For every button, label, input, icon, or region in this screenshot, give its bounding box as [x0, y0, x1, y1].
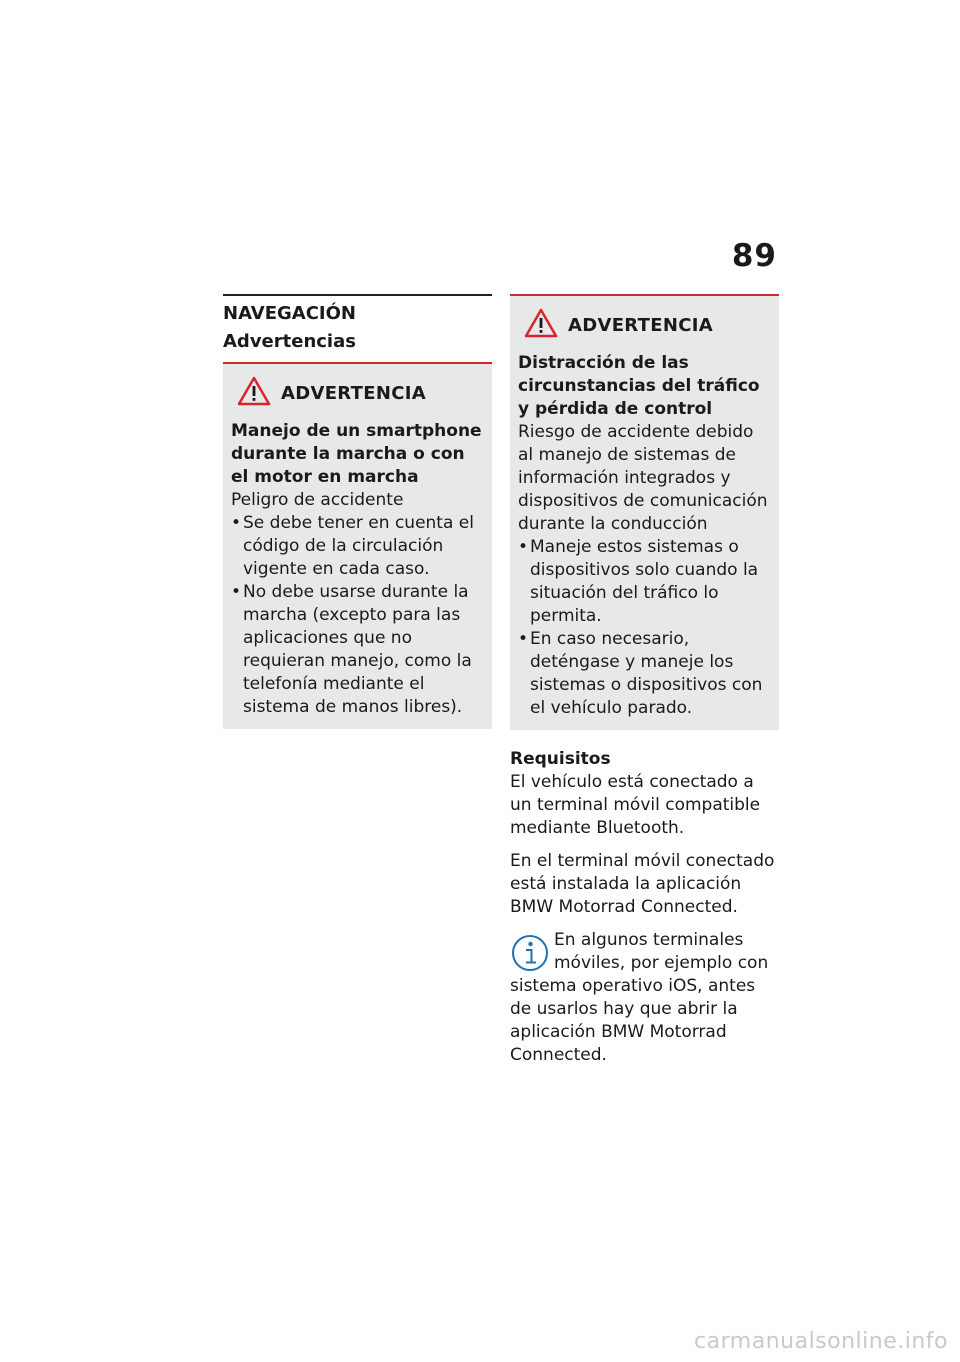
section-title: NAVEGACIÓN [223, 303, 356, 324]
warning-box [510, 296, 779, 730]
warning-triangle-icon [524, 308, 558, 342]
list-item: • Maneje estos sistemas o dispositivos solo cuando la situación del tráfico lo permita. [518, 536, 771, 628]
warning-box [223, 364, 492, 729]
warning-triangle-icon [237, 376, 271, 410]
warning-label: ADVERTENCIA [568, 314, 713, 336]
warning-label: ADVERTENCIA [281, 382, 426, 404]
subsection-title: Advertencias [223, 331, 356, 352]
warning-header [237, 376, 484, 410]
note-text: En algunos terminales móviles, por ejemplo con sistema operativo iOS, antes de usarlos hay que abrir la aplicación BMW Motorrad Connected. [510, 930, 769, 1065]
warning-list [231, 512, 484, 719]
requirements-text: El vehículo está conectado a un terminal móvil compatible mediante Bluetooth. [510, 772, 761, 838]
right-column [510, 294, 779, 1067]
warning-title: Distracción de las circunstancias del tráfico y pérdida de control [518, 353, 760, 419]
list-item: • En caso necesario, deténgase y maneje los sistemas o dispositivos con el vehículo parado. [518, 628, 771, 720]
warning-text: Peligro de accidente [231, 490, 404, 510]
watermark: carmanualsonline.info [694, 1329, 948, 1354]
requirements-title: Requisitos [510, 749, 611, 769]
warning-list [518, 536, 771, 720]
warning-text: Riesgo de accidente debido al manejo de sistemas de información integrados y dispositivos de comunicación durante la conducción [518, 422, 768, 534]
list-item: • Se debe tener en cuenta el código de la circulación vigente en cada caso. [231, 512, 484, 581]
section-rule [223, 294, 492, 296]
page-number: 89 [731, 238, 777, 274]
left-column [223, 294, 492, 729]
info-note [510, 929, 779, 1067]
warning-header [524, 308, 771, 342]
warning-title: Manejo de un smartphone durante la marcha o con el motor en marcha [231, 421, 482, 487]
list-item: • No debe usarse durante la marcha (excepto para las aplicaciones que no requieran manejo, como la telefonía mediante el sistema de manos libres). [231, 581, 484, 719]
info-icon [510, 933, 550, 973]
requirements-text: En el terminal móvil conectado está instalada la aplicación BMW Motorrad Connected. [510, 851, 775, 917]
